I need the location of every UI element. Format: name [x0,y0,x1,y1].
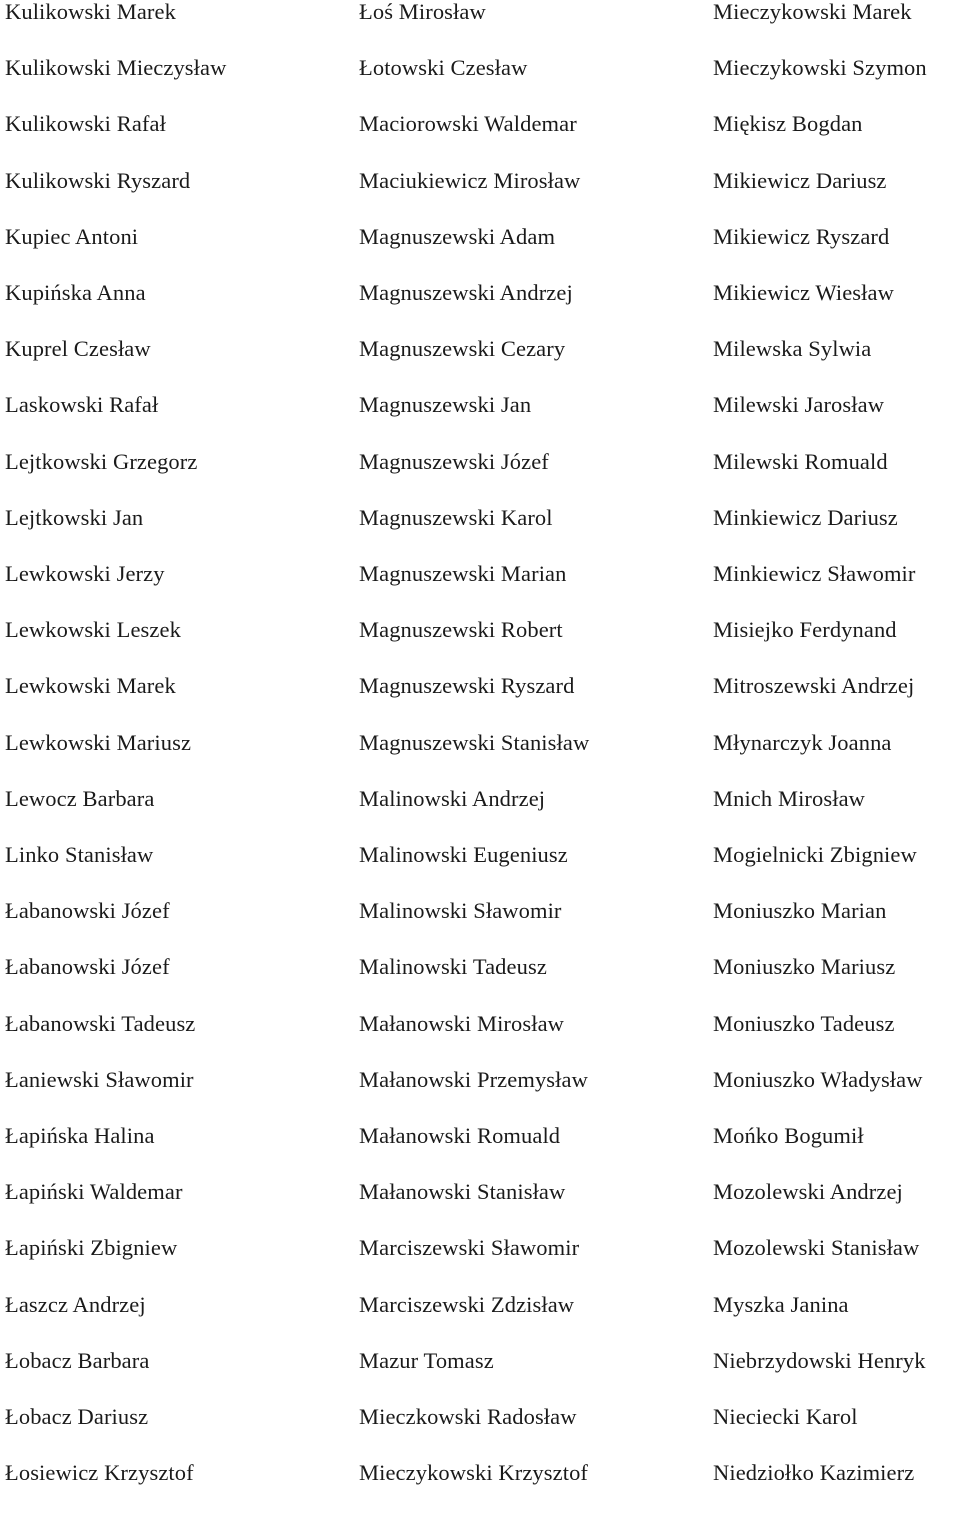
person-name: Łapińska Halina [5,1123,155,1148]
person-name: Łabanowski Józef [5,898,170,924]
name-row [0,112,960,168]
person-name: Moniuszko Tadeusz [713,1010,895,1036]
person-name: Magnuszewski Robert [359,617,563,643]
person-name: Niebrzydowski Henryk [713,1347,926,1373]
person-name: Kupiec Antoni [5,223,139,249]
person-name: Łobacz Dariusz [5,1404,149,1429]
person-name: Misiejko Ferdynand [713,617,897,643]
person-name: Lewkowski Leszek [5,617,181,643]
person-name: Magnuszewski Karol [359,504,553,530]
name-row [0,1349,960,1405]
person-name: Kulikowski Marek [5,0,176,24]
name-row [0,56,960,112]
name-row [0,674,960,730]
name-row [0,225,960,281]
person-name: Malinowski Andrzej [359,785,546,811]
person-name: Mońko Bogumił [713,1123,864,1148]
name-row [0,843,960,899]
person-name: Magnuszewski Andrzej [359,280,573,305]
person-name: Łaszcz Andrzej [5,1291,146,1317]
person-name: Magnuszewski Marian [359,561,567,586]
person-name: Lewocz Barbara [5,785,155,811]
person-name: Małanowski Przemysław [359,1066,588,1092]
person-name: Malinowski Eugeniusz [359,842,568,867]
person-name: Mieczykowski Krzysztof [359,1460,589,1486]
person-name: Łosiewicz Krzysztof [5,1460,194,1486]
name-row [0,1124,960,1180]
person-name: Mikiewicz Ryszard [713,223,890,249]
person-name: Malinowski Sławomir [359,898,562,924]
person-name: Mazur Tomasz [359,1347,494,1373]
name-row [0,337,960,393]
name-row [0,169,960,225]
name-row [0,1405,960,1461]
person-name: Magnuszewski Jan [359,392,532,418]
person-name: Młynarczyk Joanna [713,729,892,755]
name-row [0,1068,960,1124]
name-row [0,899,960,955]
name-row [0,562,960,618]
person-name: Laskowski Rafał [5,392,159,418]
person-name: Mikiewicz Dariusz [713,167,887,193]
name-row [0,450,960,506]
person-name: Łobacz Barbara [5,1347,150,1373]
person-name: Lewkowski Jerzy [5,561,165,586]
person-name: Nieciecki Karol [713,1404,858,1429]
person-name: Kulikowski Ryszard [5,167,191,193]
name-row [0,618,960,674]
person-name: Maciukiewicz Mirosław [359,167,581,193]
name-row [0,1012,960,1068]
name-row [0,731,960,787]
person-name: Mozolewski Stanisław [713,1235,920,1261]
person-name: Małanowski Stanisław [359,1179,566,1205]
person-name: Niedziołko Kazimierz [713,1460,915,1486]
person-name: Łotowski Czesław [359,55,528,81]
person-name: Minkiewicz Dariusz [713,504,898,530]
person-name: Lejtkowski Jan [5,504,144,530]
person-name: Małanowski Romuald [359,1123,561,1148]
person-name: Marciszewski Zdzisław [359,1291,575,1317]
person-name: Maciorowski Waldemar [359,111,577,137]
person-name: Łoś Mirosław [359,0,486,24]
person-name: Lejtkowski Grzegorz [5,448,198,474]
person-name: Mieczykowski Szymon [713,55,927,81]
person-name: Lewkowski Marek [5,673,176,699]
person-name: Mozolewski Andrzej [713,1179,903,1205]
person-name: Mnich Mirosław [713,785,866,811]
person-name: Mikiewicz Wiesław [713,280,894,305]
person-name: Malinowski Tadeusz [359,954,547,980]
name-row [0,1293,960,1349]
person-name: Magnuszewski Cezary [359,336,566,362]
person-name: Magnuszewski Ryszard [359,673,575,699]
person-name: Kulikowski Mieczysław [5,55,227,81]
name-row [0,393,960,449]
person-name: Małanowski Mirosław [359,1010,565,1036]
person-name: Marciszewski Sławomir [359,1235,580,1261]
person-name: Mieczykowski Marek [713,0,912,24]
person-name: Magnuszewski Józef [359,448,549,474]
person-name: Moniuszko Mariusz [713,954,896,980]
name-row [0,0,960,56]
person-name: Łabanowski Józef [5,954,170,980]
person-name: Mieczkowski Radosław [359,1404,577,1429]
person-name: Linko Stanisław [5,842,154,867]
person-name: Milewski Romuald [713,448,888,474]
person-name: Minkiewicz Sławomir [713,561,916,586]
name-row [0,1180,960,1236]
name-row [0,1236,960,1292]
name-row [0,506,960,562]
name-row [0,955,960,1011]
person-name: Magnuszewski Stanisław [359,729,590,755]
person-name: Kulikowski Rafał [5,111,166,137]
person-name: Łapiński Zbigniew [5,1235,178,1261]
person-name: Moniuszko Marian [713,898,887,924]
person-name: Myszka Janina [713,1291,849,1317]
person-name: Magnuszewski Adam [359,223,556,249]
person-name: Łapiński Waldemar [5,1179,183,1205]
person-name: Mitroszewski Andrzej [713,673,915,699]
person-name: Kupińska Anna [5,280,146,305]
name-row [0,281,960,337]
name-row [0,1461,960,1517]
person-name: Łabanowski Tadeusz [5,1010,196,1036]
person-name: Lewkowski Mariusz [5,729,192,755]
name-row [0,787,960,843]
person-name: Mogielnicki Zbigniew [713,842,917,867]
person-name: Łaniewski Sławomir [5,1066,194,1092]
person-name: Milewska Sylwia [713,336,872,362]
person-name: Milewski Jarosław [713,392,885,418]
person-name: Miękisz Bogdan [713,111,863,137]
person-name: Moniuszko Władysław [713,1066,923,1092]
person-name: Kuprel Czesław [5,336,151,362]
